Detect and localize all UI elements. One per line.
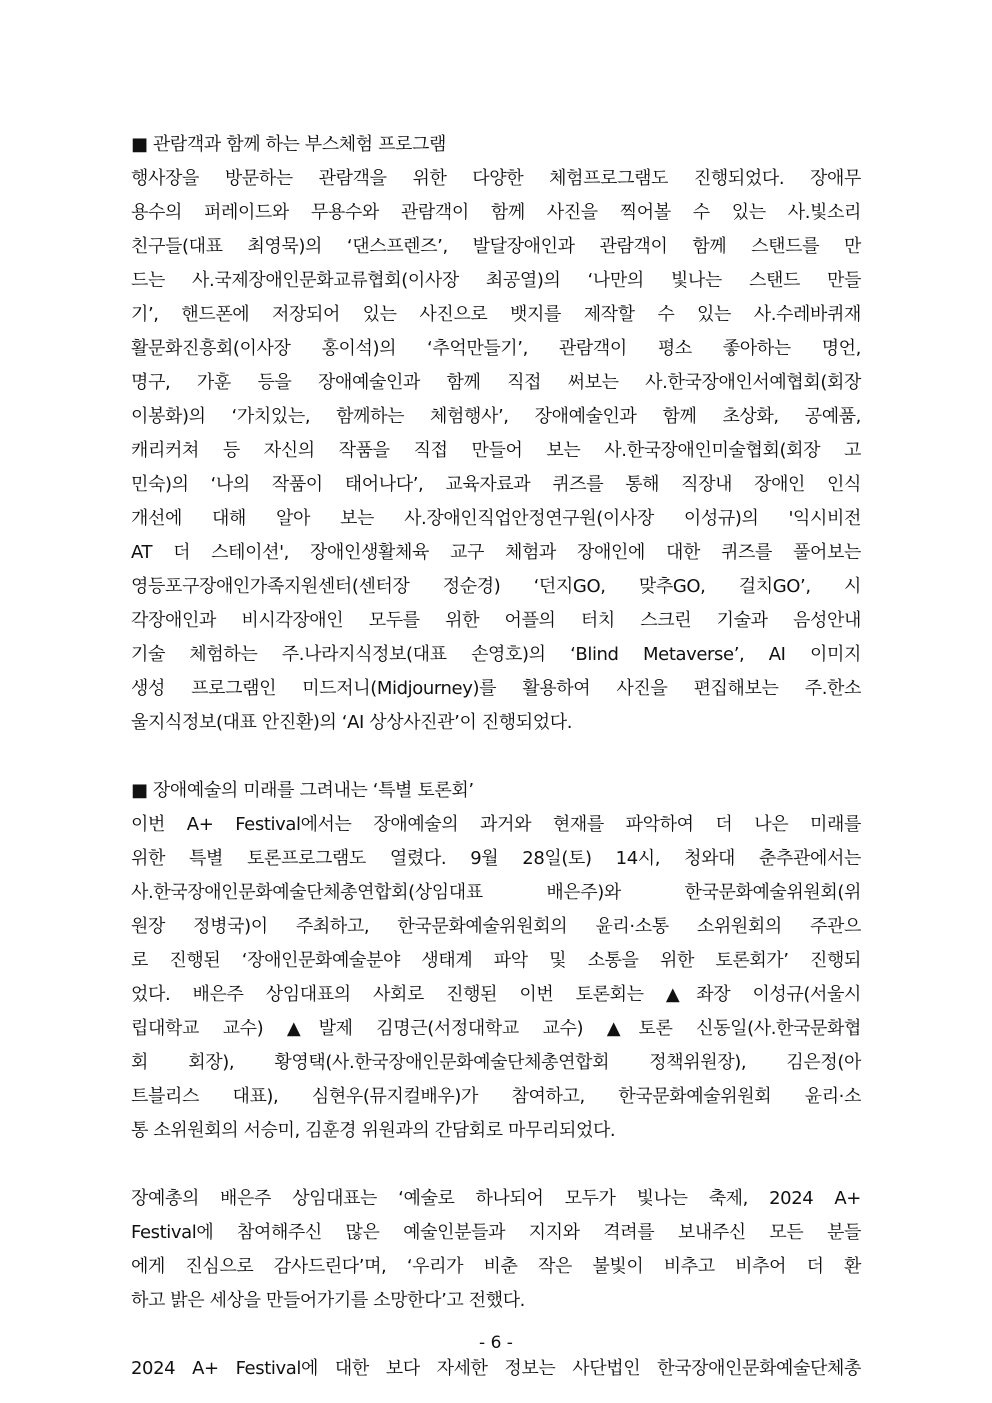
- text-line: 개선에 대해 알아 보는 사.장애인직업안정연구원(이사장 이성규)의 '익시비전: [131, 508, 861, 529]
- text-line: 이봉화)의 ‘가치있는, 함께하는 체험행사’, 장애예술인과 함께 초상화, 공예품,: [131, 406, 861, 427]
- text-line: 명구, 가훈 등을 장애예술인과 함께 직접 써보는 사.한국장애인서예협회(회장: [131, 372, 861, 393]
- text-line: 위한 특별 토론프로그램도 열렸다. 9월 28일(토) 14시, 청와대 춘추관에서는: [131, 848, 861, 869]
- text-line: 드는 사.국제장애인문화교류협회(이사장 최공열)의 ‘나만의 빛나는 스탠드 만들: [131, 270, 861, 291]
- text-line: 통 소위원회의 서승미, 김훈경 위원과의 간담회로 마무리되었다.: [131, 1120, 616, 1141]
- text-line: 사.한국장애인문화예술단체총연합회(상임대표 배은주)와 한국문화예술위원회(위: [131, 882, 861, 903]
- text-line: 장예총의 배은주 상임대표는 ‘예술로 하나되어 모두가 빛나는 축제, 2024 A+: [131, 1188, 861, 1209]
- document-page: [131, 128, 861, 1386]
- text-line: 기’, 핸드폰에 저장되어 있는 사진으로 뱃지를 제작할 수 있는 사.수레바퀴재: [131, 304, 861, 325]
- text-line: 트블리스 대표), 심현우(뮤지컬배우)가 참여하고, 한국문화예술위원회 윤리·소: [131, 1086, 861, 1107]
- paragraph-spacer: [131, 1148, 861, 1182]
- section-body-special-forum: [131, 808, 861, 1148]
- paragraph-spacer: [131, 740, 861, 774]
- text-line: 원장 정병국)이 주최하고, 한국문화예술위원회의 윤리·소통 소위원회의 주관으: [131, 916, 861, 937]
- text-line: 활문화진흥회(이사장 홍이석)의 ‘추억만들기’, 관람객이 평소 좋아하는 명언,: [131, 338, 861, 359]
- paragraph-more-info: [131, 1352, 861, 1386]
- text-line: AT 더 스테이션', 장애인생활체육 교구 체험과 장애인에 대한 퀴즈를 풀어보는: [131, 542, 861, 563]
- text-line: 에게 진심으로 감사드린다’며, ‘우리가 비춘 작은 불빛이 비추고 비추어 더 환: [131, 1256, 861, 1277]
- text-line: 2024 A+ Festival에 대한 보다 자세한 정보는 사단법인 한국장애인문화예술단체총: [131, 1358, 861, 1379]
- text-line: 회 회장), 황영택(사.한국장애인문화예술단체총연합회 정책위원장), 김은정(아: [131, 1052, 861, 1073]
- text-line: 행사장을 방문하는 관람객을 위한 다양한 체험프로그램도 진행되었다. 장애무: [131, 168, 861, 189]
- section-heading-special-forum: ■ 장애예술의 미래를 그려내는 ‘특별 토론회’: [131, 780, 474, 801]
- page-number: - 6 -: [479, 1333, 513, 1353]
- text-line: 캐리커쳐 등 자신의 작품을 직접 만들어 보는 사.한국장애인미술협회(회장 고: [131, 440, 861, 461]
- text-line: 친구들(대표 최영묵)의 ‘댄스프렌즈’, 발달장애인과 관람객이 함께 스탠드를 만: [131, 236, 861, 257]
- text-line: 생성 프로그램인 미드저니(Midjourney)를 활용하여 사진을 편집해보는 주.한소: [131, 678, 861, 699]
- text-line: 울지식정보(대표 안진환)의 ‘AI 상상사진관’이 진행되었다.: [131, 712, 573, 733]
- text-line: 었다. 배은주 상임대표의 사회로 진행된 이번 토론회는 ▲좌장 이성규(서울시: [131, 984, 861, 1005]
- text-line: 하고 밝은 세상을 만들어가기를 소망한다’고 전했다.: [131, 1290, 525, 1311]
- section-body-booth-program: [131, 162, 861, 740]
- text-line: 각장애인과 비시각장애인 모두를 위한 어플의 터치 스크린 기술과 음성안내: [131, 610, 861, 631]
- text-line: 민숙)의 ‘나의 작품이 태어나다’, 교육자료과 퀴즈를 통해 직장내 장애인 인식: [131, 474, 861, 495]
- section-heading-booth-program: ■ 관람객과 함께 하는 부스체험 프로그램: [131, 134, 447, 155]
- paragraph-representative-quote: [131, 1182, 861, 1318]
- text-line: 영등포구장애인가족지원센터(센터장 정순경) ‘던지GO, 맞추GO, 걸치GO’, 시: [131, 576, 861, 597]
- text-line: 기술 체험하는 주.나라지식정보(대표 손영호)의 ‘Blind Metaverse’, AI 이미지: [131, 644, 861, 665]
- text-line: Festival에 참여해주신 많은 예술인분들과 지지와 격려를 보내주신 모든 분들: [131, 1222, 861, 1243]
- text-line: 로 진행된 ‘장애인문화예술분야 생태계 파악 및 소통을 위한 토론회가’ 진행되: [131, 950, 861, 971]
- text-line: 용수의 퍼레이드와 무용수와 관람객이 함께 사진을 찍어볼 수 있는 사.빛소리: [131, 202, 861, 223]
- text-line: 립대학교 교수) ▲발제 김명근(서정대학교 교수) ▲토론 신동일(사.한국문화협: [131, 1018, 861, 1039]
- text-line: 이번 A+ Festival에서는 장애예술의 과거와 현재를 파악하여 더 나은 미래를: [131, 814, 861, 835]
